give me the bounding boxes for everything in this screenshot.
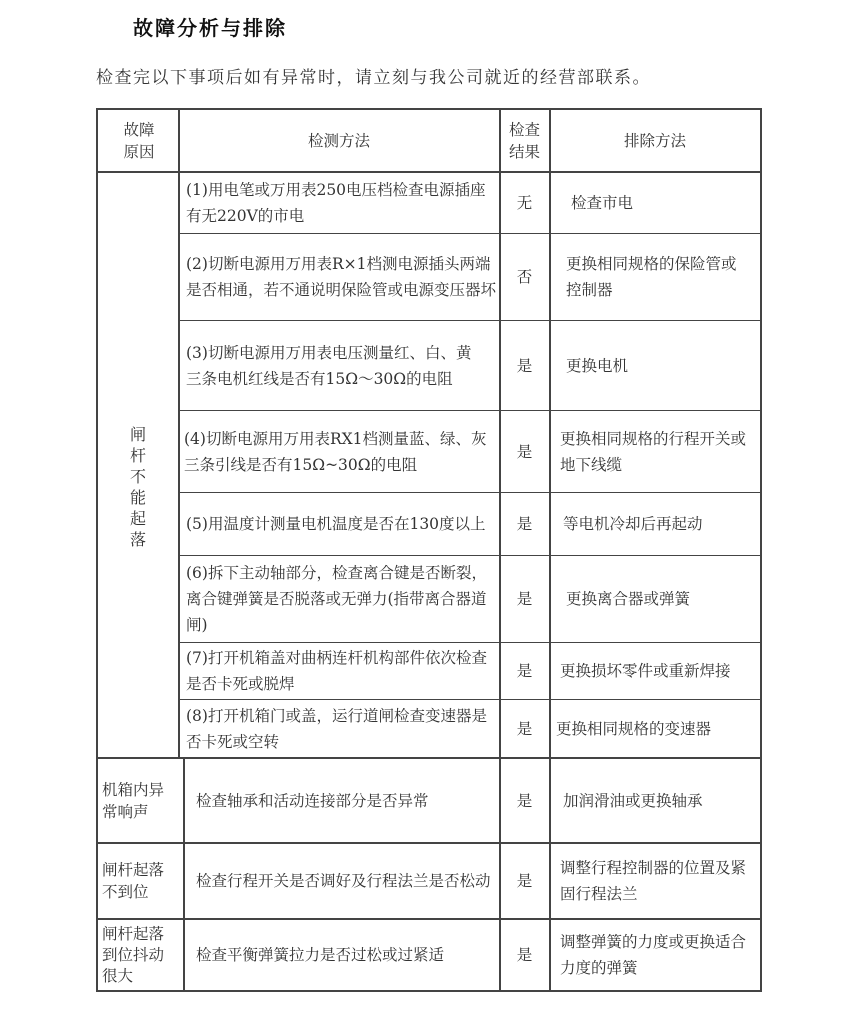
result-row-6: 是	[516, 590, 533, 608]
result-row-1: 无	[516, 194, 533, 212]
table-header-divider	[96, 171, 761, 173]
row-divider	[178, 233, 761, 234]
table-border-left	[96, 108, 98, 992]
fix-noise: 加润滑油或更换轴承	[563, 792, 703, 810]
method-row-5: (5)用温度计测量电机温度是否在130度以上	[186, 515, 486, 533]
fix-row-8: 更换相同规格的变速器	[556, 719, 712, 738]
method-row-8: (8)打开机箱门或盖，运行道闸检查变速器是否卡死或空转	[186, 706, 487, 751]
fix-row-5: 等电机冷却后再起动	[563, 515, 703, 533]
method-row-6: (6)拆下主动轴部分，检查离合键是否断裂，离合键弹簧是否脱落或无弹力(指带离合器道闸)	[186, 564, 487, 634]
header-result: 检查结果	[508, 121, 540, 161]
group-divider	[96, 757, 761, 759]
result-row-3: 是	[516, 356, 533, 375]
fix-row-7: 更换损坏零件或重新焊接	[560, 662, 731, 680]
method-row-7: (7)打开机箱盖对曲柄连杆机构部件依次检查是否卡死或脱焊	[186, 649, 487, 693]
method-row-1: (1)用电笔或万用表250电压档检查电源插座有无220V的市电	[186, 181, 486, 225]
fix-row-1: 检查市电	[571, 194, 634, 212]
section-title: 故障分析与排除	[133, 16, 287, 40]
method-shaking: 检查平衡弹簧拉力是否过松或过紧适	[196, 946, 445, 964]
row-divider	[178, 642, 761, 643]
method-noise: 检查轴承和活动连接部分是否异常	[196, 792, 429, 810]
result-row-7: 是	[516, 662, 533, 680]
table-border-bottom	[96, 990, 761, 992]
header-method: 检测方法	[307, 132, 370, 150]
header-cause: 故障原因	[123, 121, 155, 161]
result-row-2: 否	[516, 268, 533, 286]
row-divider	[178, 492, 761, 493]
row-divider	[178, 320, 761, 321]
fix-row-3: 更换电机	[566, 356, 629, 375]
table-border-right	[760, 108, 762, 992]
fix-position: 调整行程控制器的位置及紧固行程法兰	[560, 859, 747, 903]
col-divider-1	[178, 108, 180, 758]
row-divider	[178, 555, 761, 556]
cause-gate-arm-not-moving: 闸杆不能起落	[129, 425, 146, 549]
fix-shaking: 调整弹簧的力度或更换适合力度的弹簧	[560, 933, 747, 977]
row-divider	[178, 699, 761, 700]
result-row-5: 是	[516, 515, 533, 533]
group-divider	[96, 842, 761, 844]
fix-row-2: 更换相同规格的保险管或控制器	[566, 255, 737, 299]
result-position: 是	[516, 872, 533, 890]
cause-abnormal-noise: 机箱内异常响声	[102, 781, 165, 821]
fix-row-6: 更换离合器或弹簧	[566, 590, 691, 608]
row-divider	[178, 410, 761, 411]
method-row-3: (3)切断电源用万用表电压测量红、白、黄三条电机红线是否有15Ω～30Ω的电阻	[186, 343, 472, 388]
result-shaking: 是	[516, 946, 533, 964]
table-border-top	[96, 108, 761, 110]
cause-shaking: 闸杆起落到位抖动很大	[102, 924, 165, 985]
result-row-8: 是	[516, 719, 533, 738]
method-row-2: (2)切断电源用万用表R×1档测电源插头两端是否相通，若不通说明保险管或电源变压器坏	[186, 255, 497, 299]
method-position: 检查行程开关是否调好及行程法兰是否松动	[196, 872, 491, 890]
fix-row-4: 更换相同规格的行程开关或地下线缆	[560, 429, 747, 474]
method-row-4: (4)切断电源用万用表RX1档测量蓝、绿、灰三条引线是否有15Ω~30Ω的电阻	[184, 429, 487, 474]
result-row-4: 是	[516, 442, 533, 461]
col-divider-1b	[183, 758, 185, 990]
intro-text: 检查完以下事项后如有异常时，请立刻与我公司就近的经营部联系。	[96, 68, 651, 88]
cause-not-in-position: 闸杆起落不到位	[102, 861, 165, 901]
result-noise: 是	[516, 792, 533, 810]
col-divider-3	[549, 108, 551, 992]
header-fix: 排除方法	[623, 132, 686, 150]
